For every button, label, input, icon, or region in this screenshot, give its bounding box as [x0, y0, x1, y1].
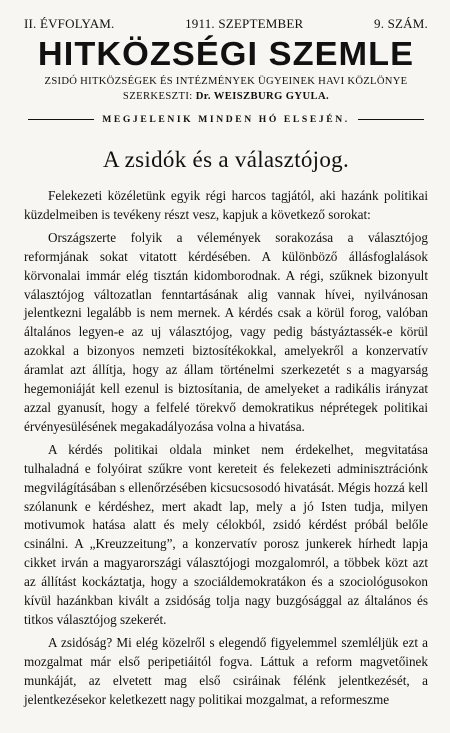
paragraph: A zsidóság? Mi elég közelről s elegendő figyelemmel szemléljük ezt a mozgalmat már első peripetiáitól fogva. Láttuk a reform magvetőinek munkáját, az elvetett mag első csiráinak félénk jelentkezését, a jelentkezésekor keletkezett nagy politikai mozgalmat, a reformeszme [24, 634, 428, 707]
masthead-title: HITKÖZSÉGI SZEMLE [37, 35, 415, 72]
volume-label: II. ÉVFOLYAM. [24, 16, 115, 31]
right-rule [358, 119, 424, 120]
editor-prefix: SZERKESZTI: [122, 91, 193, 102]
left-rule [28, 119, 94, 120]
paragraph: Országszerte folyik a vélemények sorakozása a választójog reformjának sokat vitatott kérdésében. A különböző állásfoglalások körvonalai immár elég tisztán kidomborodnak. A régi, szűknek bizonyult választójog változatlan fenntartásának alig vannak hívei, nyilvánosan jelentkezni legalább is nem mernek. A kérdés csak a körül forog, valóban általános legyen-e az uj választójog, vagy pedig bástyáztassék-e körül azokkal a bizonyos nemzeti biztosítékokkal, amelyekről a konzervatív áramlat azt állítja, hogy az állam történelmi szerkezetét s a magyarság hegemoniáját kell ezenul is biztosítania, de amelyeket a radikális irányzat azzal gyanusít, hogy a felfelé törekvő demokratikus néprétegek politikai érvényesülésének megakadályozása volna a hivatása. [24, 229, 428, 434]
issue-date: 1911. SZEPTEMBER [185, 16, 304, 31]
editor-name: Dr. WEISZBURG GYULA. [195, 91, 330, 102]
article-title: A zsidók és a választójog. [102, 147, 350, 172]
paragraph: A kérdés politikai oldala minket nem érdekelhet, megvitatása tulhaladná e folyóirat szűkre vont kereteit és felekezeti adminisztrációnk megvilágításában s ellenőrzésében kicsucsosodó hivatását. Mégis hozzá kell szólanunk e kérdéshez, mert akadt lap, mely a jó Isten tudja, milyen motivumok hatása alatt és mely célokból, zsidó kérdést próbál belőle csinálni. A „Kreuzzeitung”, a konzervatív porosz junkerek hírhedt lapja cikket irván a magyarországi választójogi mozgalomról, a többek közt azt az állítást kockáztatja, hogy a szociáldemokratákon és a szociológusokon kívül hazánkban kivált a zsidóság tolja nagy buzgósággal az általános és titkos választójog szekerét. [24, 441, 428, 627]
paragraph: Felekezeti közéletünk egyik régi harcos tagjától, aki hazánk politikai küzdelmeiben is tevékeny részt vesz, kapjuk a következő sorokat: [24, 188, 428, 222]
masthead-subtitle: ZSIDÓ HITKÖZSÉGEK ÉS INTÉZMÉNYEK ÜGYEINEK HAVI KÖZLÖNYE [44, 76, 408, 87]
editor-line [24, 91, 428, 102]
publication-note: MEGJELENIK MINDEN HÓ ELSEJÉN. [102, 114, 350, 125]
issue-header [24, 0, 428, 32]
article-body [24, 187, 428, 709]
issue-number: 9. SZÁM. [374, 16, 428, 31]
publication-note-bar [28, 114, 424, 125]
